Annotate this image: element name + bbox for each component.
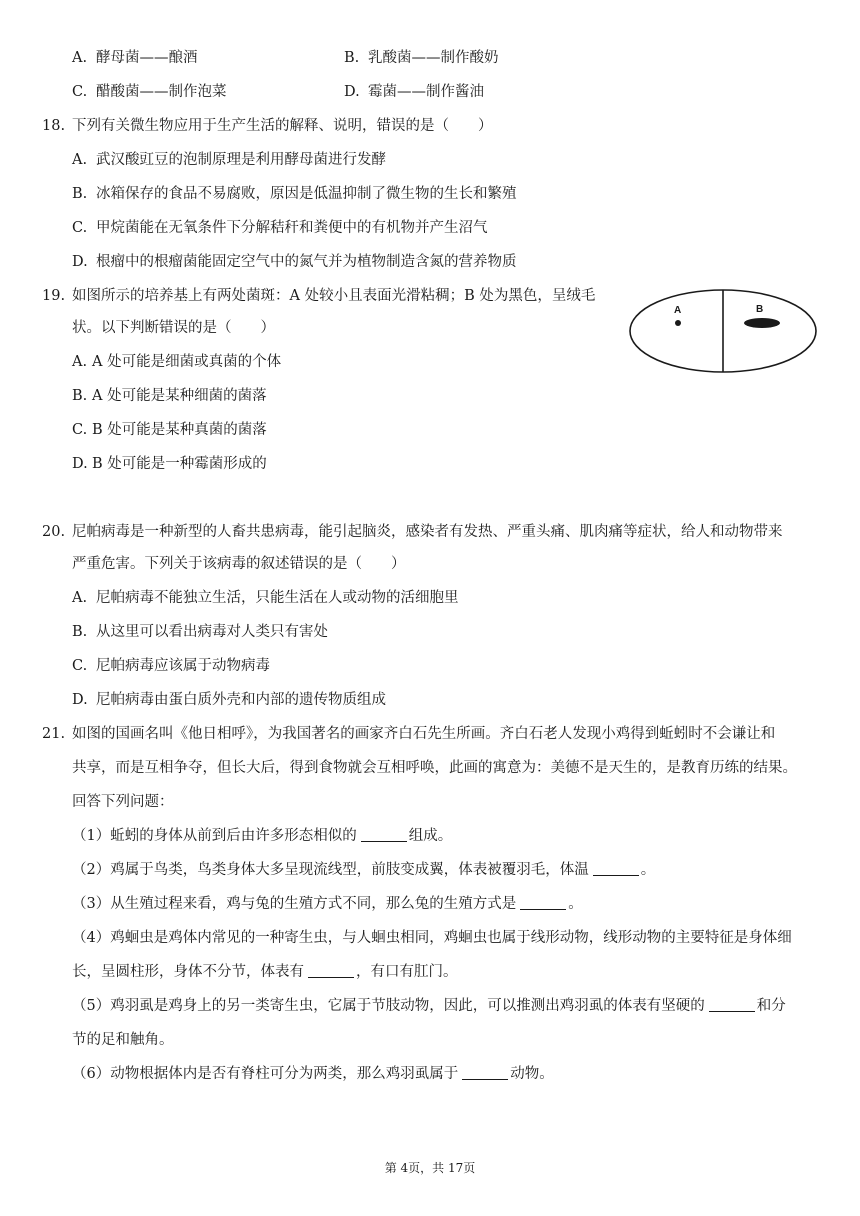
- q17-option-c: [72, 82, 227, 102]
- option-letter: A.: [72, 354, 88, 370]
- option-text: 尼帕病毒由蛋白质外壳和内部的遗传物质组成: [96, 692, 386, 708]
- option-text: 乳酸菌——制作酸奶: [368, 50, 499, 66]
- option-letter: C.: [72, 658, 88, 674]
- question-number: 21.: [42, 726, 66, 742]
- answer-blank[interactable]: [308, 963, 354, 978]
- sub-question-text: 组成。: [408, 828, 453, 844]
- sub-question-text: 。: [568, 896, 583, 912]
- question-stem-line: 如图所示的培养基上有两处菌斑：A 处较小且表面光滑粘稠；B 处为黑色，呈绒毛: [72, 288, 596, 304]
- q20-option-a: [72, 588, 459, 608]
- option-text: A 处可能是某种细菌的菌落: [92, 388, 267, 404]
- option-text: 醋酸菌——制作泡菜: [96, 84, 227, 100]
- option-letter: C.: [72, 84, 88, 100]
- option-text: 武汉酸豇豆的泡制原理是利用酵母菌进行发酵: [96, 152, 386, 168]
- question-stem-line: 如图的国画名叫《他日相呼》，为我国著名的画家齐白石先生所画。齐白石老人发现小鸡得到蚯蚓时不会谦让和: [72, 726, 776, 742]
- sub-question-5-line: 节的足和触角。: [72, 1032, 174, 1048]
- option-letter: C.: [72, 422, 88, 438]
- option-text: 冰箱保存的食品不易腐败，原因是低温抑制了微生物的生长和繁殖: [96, 186, 517, 202]
- q19-option-c: [72, 420, 267, 440]
- q20-option-b: [72, 622, 328, 642]
- option-text: B 处可能是某种真菌的菌落: [92, 422, 267, 438]
- sub-question-text: 。: [640, 862, 656, 878]
- option-text: 霉菌——制作酱油: [368, 84, 484, 100]
- label-b: B: [756, 304, 764, 315]
- question-stem-line: 回答下列问题：: [72, 794, 174, 810]
- q19-option-d: [72, 454, 267, 474]
- q19-option-b: [72, 386, 267, 406]
- sub-question-text: （5）鸡羽虱是鸡身上的另一类寄生虫，它属于节肢动物，因此，可以推测出鸡羽虱的体表有坚硬的: [72, 998, 705, 1014]
- question-number: 20.: [42, 524, 66, 540]
- option-letter: B.: [72, 186, 88, 202]
- sub-question-text: （3）从生殖过程来看，鸡与兔的生殖方式不同，那么兔的生殖方式是: [72, 896, 517, 912]
- question-number: 18.: [42, 118, 66, 134]
- option-letter: B.: [344, 50, 360, 66]
- sub-question-6: [72, 1064, 554, 1084]
- sub-question-1: [72, 826, 452, 846]
- q20-option-c: [72, 656, 270, 676]
- q17-option-d: [344, 82, 484, 102]
- sub-question-text: 长，呈圆柱形，身体不分节，体表有: [72, 964, 304, 980]
- q18-option-d: [72, 252, 517, 272]
- page-footer: 第 4页，共 17页: [384, 1161, 476, 1175]
- option-text: 根瘤中的根瘤菌能固定空气中的氮气并为植物制造含氮的营养物质: [96, 254, 517, 270]
- option-letter: A.: [72, 50, 88, 66]
- question-stem-line: 尼帕病毒是一种新型的人畜共患病毒，能引起脑炎，感染者有发热、严重头痛、肌肉痛等症状，给人和动物带来: [72, 524, 783, 540]
- q20-option-d: [72, 690, 386, 710]
- question-stem-line: 共享，而是互相争夺，但长大后，得到食物就会互相呼唤，此画的寓意为：美德不是天生的，是教育历练的结果。: [72, 760, 797, 776]
- sub-question-text: 和分: [756, 998, 786, 1014]
- option-text: 甲烷菌能在无氧条件下分解秸秆和粪便中的有机物并产生沼气: [96, 220, 488, 236]
- sub-question-4-line: （4）鸡蛔虫是鸡体内常见的一种寄生虫，与人蛔虫相同，鸡蛔虫也属于线形动物，线形动物的主要特征是身体细: [72, 930, 792, 946]
- question-stem-line: 状。以下判断错误的是（ ）: [72, 320, 275, 336]
- option-letter: D.: [344, 84, 360, 100]
- option-letter: D.: [72, 254, 88, 270]
- answer-blank[interactable]: [593, 861, 639, 876]
- option-text: 尼帕病毒不能独立生活，只能生活在人或动物的活细胞里: [96, 590, 459, 606]
- question-stem-line: 严重危害。下列关于该病毒的叙述错误的是（ ）: [72, 556, 406, 572]
- option-letter: B.: [72, 388, 88, 404]
- option-text: B 处可能是一种霉菌形成的: [92, 456, 267, 472]
- option-text: 从这里可以看出病毒对人类只有害处: [96, 624, 328, 640]
- sub-question-5: [72, 996, 786, 1016]
- q18-option-c: [72, 218, 488, 238]
- answer-blank[interactable]: [361, 827, 407, 842]
- sub-question-text: （2）鸡属于鸟类，鸟类身体大多呈现流线型，前肢变成翼，体表被覆羽毛，体温: [72, 862, 589, 878]
- colony-b: [744, 318, 780, 328]
- option-letter: D.: [72, 692, 88, 708]
- sub-question-2: [72, 860, 655, 880]
- question-number: 19.: [42, 288, 66, 304]
- answer-blank[interactable]: [462, 1065, 508, 1080]
- option-letter: B.: [72, 624, 88, 640]
- sub-question-text: ，有口有肛门。: [356, 964, 458, 980]
- q19-option-a: [72, 352, 281, 372]
- answer-blank[interactable]: [709, 997, 755, 1012]
- q18-option-a: [72, 150, 386, 170]
- label-a: A: [674, 305, 682, 316]
- q18-option-b: [72, 184, 517, 204]
- sub-question-text: （6）动物根据体内是否有脊柱可分为两类，那么鸡羽虱属于: [72, 1066, 459, 1082]
- answer-blank[interactable]: [520, 895, 566, 910]
- sub-question-4: [72, 962, 458, 982]
- q17-option-a: [72, 48, 198, 68]
- option-text: 尼帕病毒应该属于动物病毒: [96, 658, 270, 674]
- option-letter: D.: [72, 456, 88, 472]
- colony-a: [675, 320, 681, 326]
- sub-question-3: [72, 894, 583, 914]
- question-stem: 下列有关微生物应用于生产生活的解释、说明，错误的是（ ）: [72, 118, 493, 134]
- option-letter: A.: [72, 590, 88, 606]
- q17-option-b: [344, 48, 499, 68]
- petri-dish-figure: [628, 288, 818, 374]
- option-letter: C.: [72, 220, 88, 236]
- sub-question-text: 动物。: [510, 1066, 554, 1082]
- option-text: 酵母菌——酿酒: [96, 50, 198, 66]
- sub-question-text: （1）蚯蚓的身体从前到后由许多形态相似的: [72, 828, 357, 844]
- option-letter: A.: [72, 152, 88, 168]
- option-text: A 处可能是细菌或真菌的个体: [92, 354, 282, 370]
